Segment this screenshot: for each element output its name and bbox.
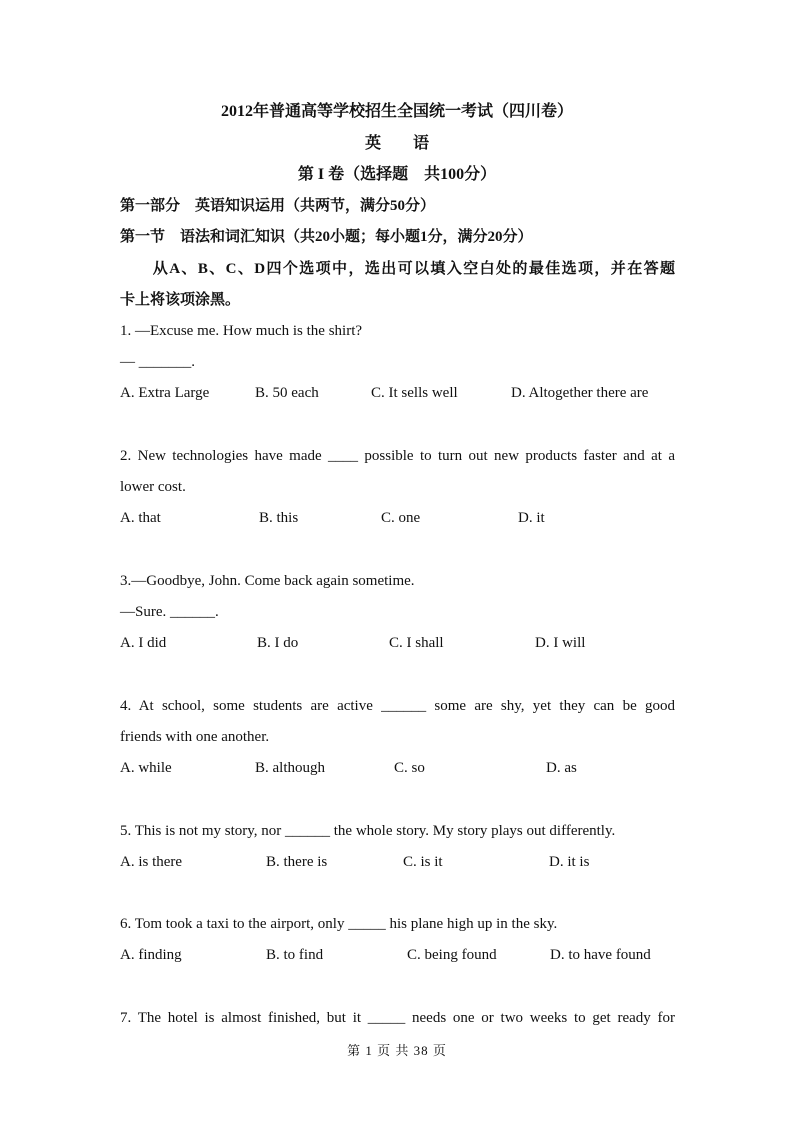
- option-c[interactable]: C. is it: [403, 854, 443, 870]
- question-3-line-2: —Sure. ______.: [120, 604, 219, 620]
- option-b[interactable]: B. to find: [266, 947, 324, 963]
- option-a[interactable]: A. I did: [120, 635, 167, 651]
- option-c[interactable]: C. one: [381, 510, 421, 526]
- page-footer: 第 1 页 共 38 页: [347, 1043, 447, 1058]
- question-7-line-1: 7. The hotel is almost finished, but it _____ needs one or two weeks to get ready for: [120, 1010, 675, 1026]
- option-d[interactable]: D. Altogether there are: [511, 385, 649, 401]
- question-4-line-1: 4. At school, some students are active ______ some are shy, yet they can be good: [120, 698, 675, 714]
- option-a[interactable]: A. that: [120, 510, 161, 526]
- option-b[interactable]: B. I do: [257, 635, 299, 651]
- option-d[interactable]: D. I will: [535, 635, 586, 651]
- volume-title: 第 I 卷（选择题 共100分）: [297, 166, 497, 183]
- option-d[interactable]: D. it is: [549, 854, 590, 870]
- question-6-line-1: 6. Tom took a taxi to the airport, only _____ his plane high up in the sky.: [120, 916, 558, 932]
- exam-title: 2012年普通高等学校招生全国统一考试（四川卷）: [220, 103, 573, 120]
- question-1-line-2: — _______.: [120, 354, 195, 370]
- option-b[interactable]: B. this: [259, 510, 299, 526]
- option-d[interactable]: D. as: [546, 760, 577, 776]
- question-2-line-2: lower cost.: [120, 479, 186, 495]
- question-1-line-1: 1. —Excuse me. How much is the shirt?: [120, 323, 363, 339]
- option-d[interactable]: D. it: [518, 510, 545, 526]
- option-b[interactable]: B. there is: [266, 854, 328, 870]
- option-a[interactable]: A. while: [120, 760, 172, 776]
- option-c[interactable]: C. I shall: [389, 635, 444, 651]
- option-c[interactable]: C. It sells well: [371, 385, 458, 401]
- option-a[interactable]: A. Extra Large: [120, 385, 210, 401]
- question-4-line-2: friends with one another.: [120, 729, 270, 745]
- option-a[interactable]: A. finding: [120, 947, 182, 963]
- option-b[interactable]: B. 50 each: [255, 385, 319, 401]
- question-3-line-1: 3.—Goodbye, John. Come back again sometime.: [120, 573, 415, 589]
- question-5-line-1: 5. This is not my story, nor ______ the whole story. My story plays out differently.: [120, 823, 616, 839]
- subject-title: 英 语: [364, 135, 429, 152]
- option-a[interactable]: A. is there: [120, 854, 183, 870]
- option-d[interactable]: D. to have found: [550, 947, 651, 963]
- section-heading: 第一节 语法和词汇知识（共20小题；每小题1分，满分20分）: [120, 229, 533, 245]
- instruction-line-2: 卡上将该项涂黑。: [120, 292, 241, 308]
- instruction-line-1: 从A、B、C、D四个选项中，选出可以填入空白处的最佳选项，并在答题: [120, 261, 675, 277]
- option-c[interactable]: C. so: [394, 760, 425, 776]
- part-heading: 第一部分 英语知识运用（共两节，满分50分）: [120, 198, 436, 214]
- question-2-line-1: 2. New technologies have made ____ possible to turn out new products faster and at a: [120, 448, 675, 464]
- option-c[interactable]: C. being found: [407, 947, 497, 963]
- option-b[interactable]: B. although: [255, 760, 325, 776]
